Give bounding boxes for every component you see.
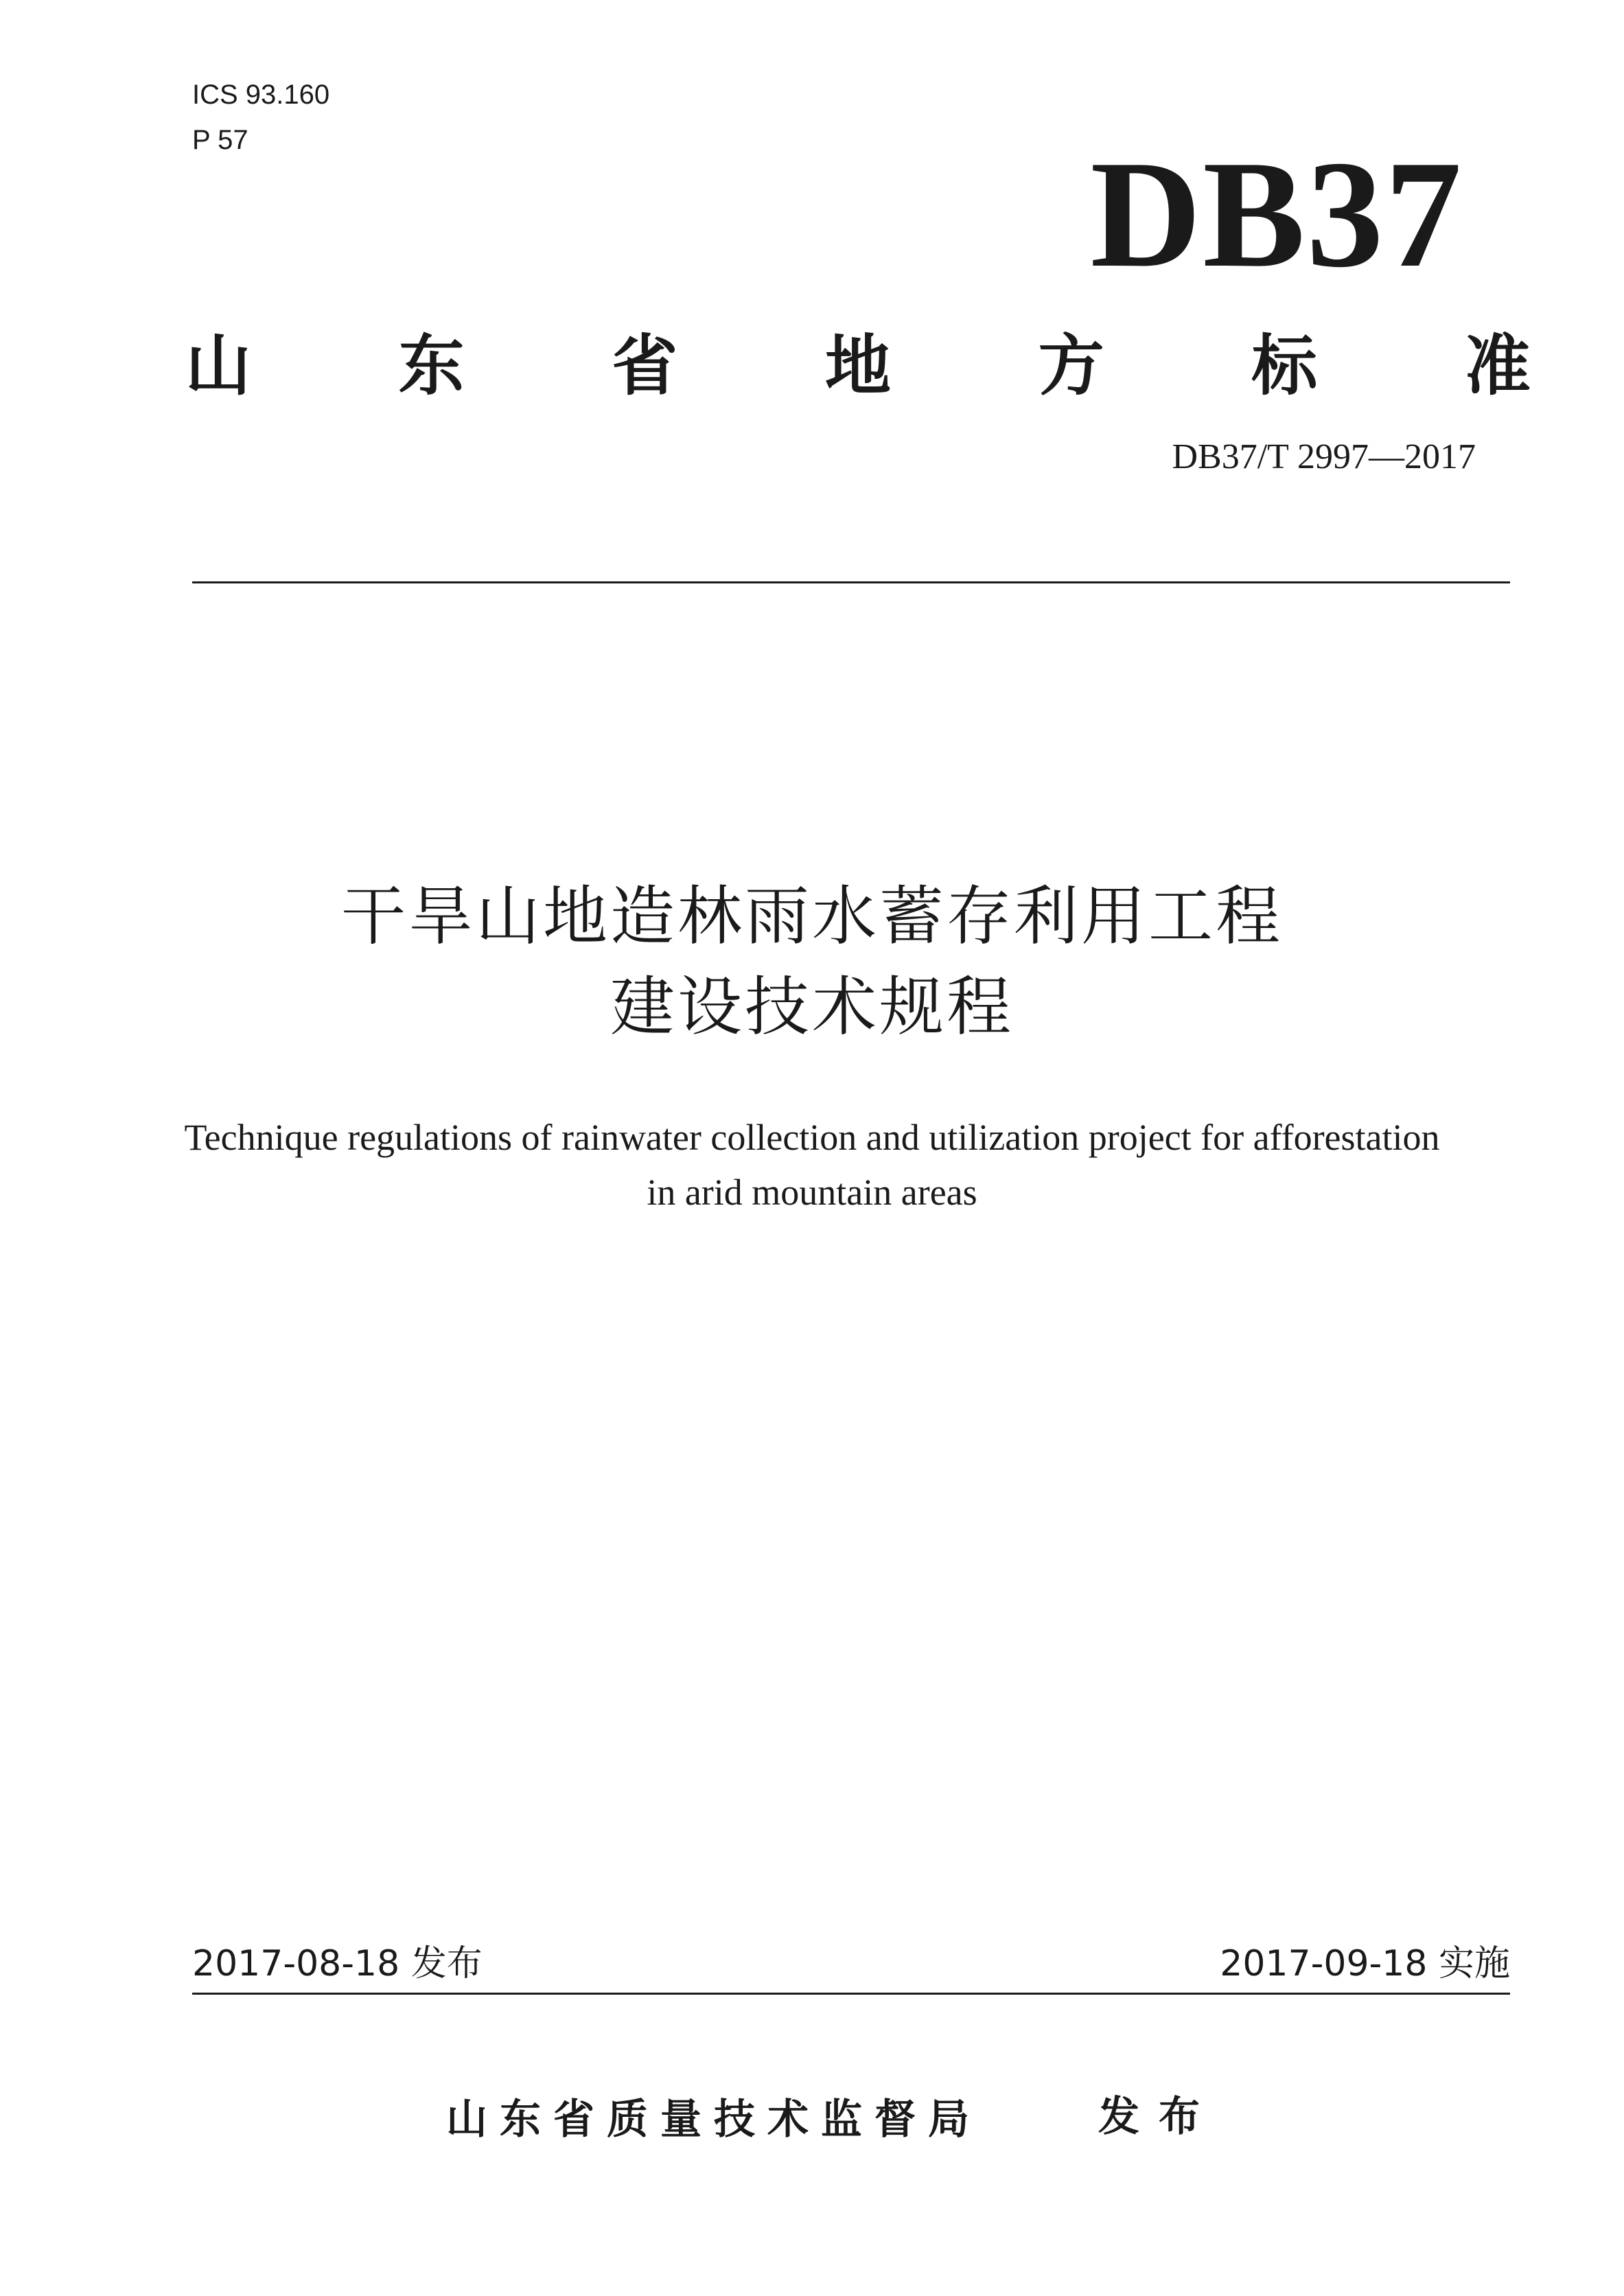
standard-number: DB37/T 2997—2017 xyxy=(1172,437,1476,476)
ics-code: ICS 93.160 xyxy=(192,80,330,110)
standard-type-char: 山 xyxy=(185,327,251,404)
bottom-divider xyxy=(192,1993,1510,1995)
standard-type-char: 方 xyxy=(1038,327,1104,404)
standard-type-char: 东 xyxy=(398,327,465,404)
publisher-name: 山东省质量技术监督局 xyxy=(446,2096,982,2144)
issue-date: 2017-08-18 发布 xyxy=(192,1943,483,1984)
standard-type-char: 准 xyxy=(1464,327,1531,404)
standard-type xyxy=(185,319,1531,402)
title-cn-line1: 干旱山地造林雨水蓄存利用工程 xyxy=(340,879,1283,954)
db-mark: DB37 xyxy=(1090,129,1463,299)
publish-label: 发布 xyxy=(1098,2093,1219,2141)
implementation-date: 2017-09-18 实施 xyxy=(1220,1943,1510,1984)
title-en-line1: Technique regulations of rainwater collection and utilization project for afforestation xyxy=(184,1117,1440,1158)
title-cn-line2: 建设技术规程 xyxy=(610,970,1014,1045)
standard-type-char: 省 xyxy=(612,327,678,404)
classification-code: P 57 xyxy=(192,125,248,155)
title-en-line2: in arid mountain areas xyxy=(647,1172,977,1213)
standard-type-char: 标 xyxy=(1251,327,1318,404)
top-divider xyxy=(192,581,1510,583)
standard-type-char: 地 xyxy=(824,327,891,404)
